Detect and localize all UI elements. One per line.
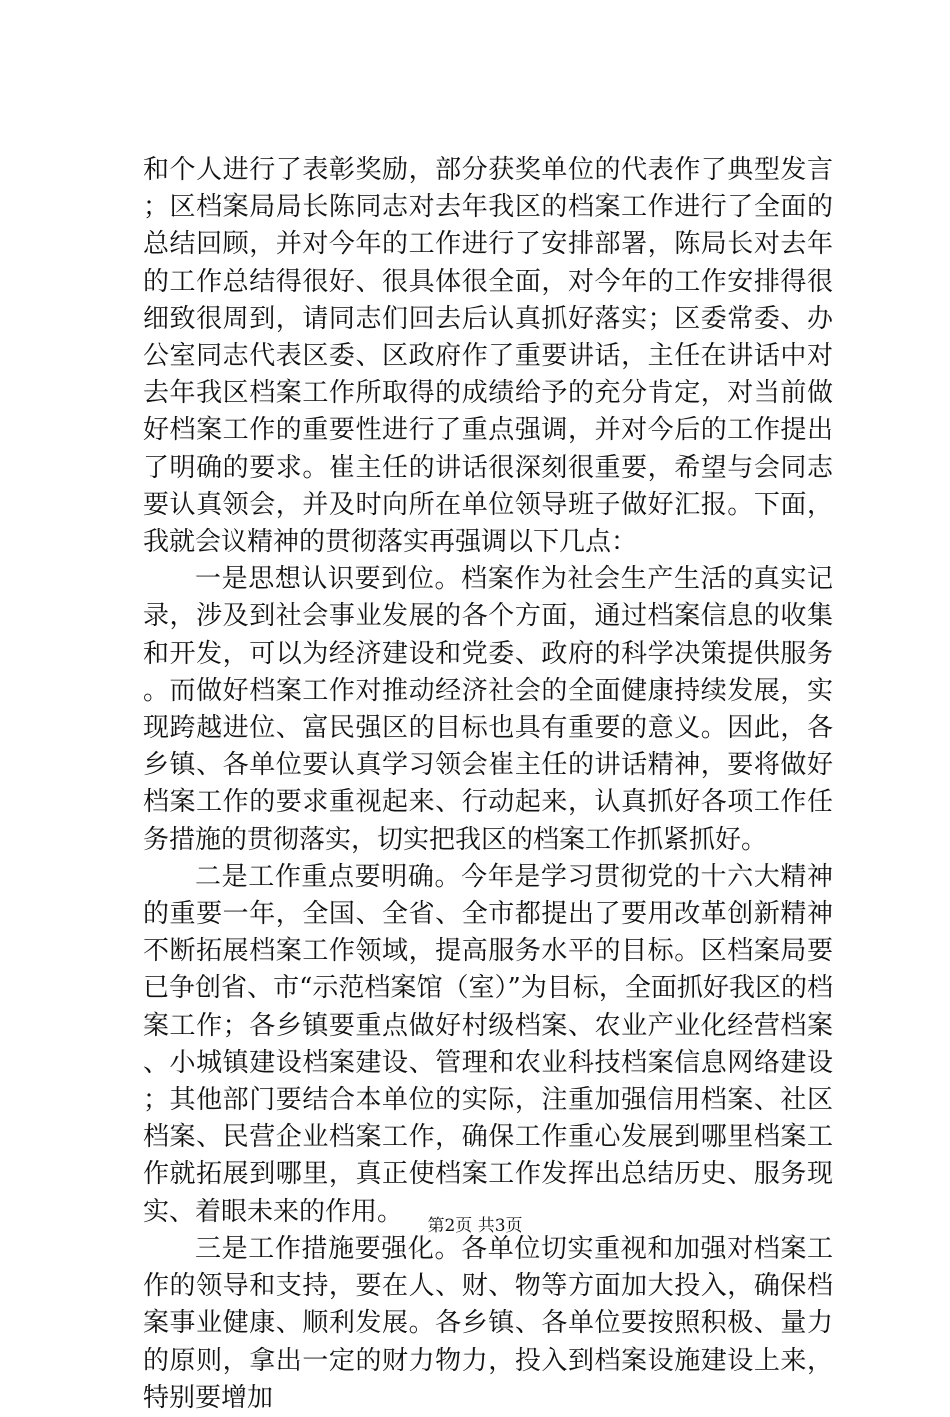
paragraph-point-one: 一是思想认识要到位。档案作为社会生产生活的真实记录，涉及到社会事业发展的各个方面，通过档案信息的收集和开发，可以为经济建设和党委、政府的科学决策提供服务。而做好档案工作对推动经济社会的全面健康持续发展，实现跨越进位、富民强区的目标也具有重要的意义。因此，各乡镇、各单位要认真学习领会崔主任的讲话精神，要将做好档案工作的要求重视起来、行动起来，认真抓好各项工作任务措施的贯彻落实，切实把我区的档案工作抓紧抓好。 [143,564,833,855]
paragraph-intro: 和个人进行了表彰奖励，部分获奖单位的代表作了典型发言；区档案局局长陈同志对去年我区的档案工作进行了全面的总结回顾，并对今年的工作进行了安排部署，陈局长对去年的工作总结得很好、很具体很全面，对今年的工作安排得很细致很周到，请同志们回去后认真抓好落实；区委常委、办公室同志代表区委、区政府作了重要讲话，主任在讲话中对去年我区档案工作所取得的成绩给予的充分肯定，对当前做好档案工作的重要性进行了重点强调，并对今后的工作提出了明确的要求。崔主任的讲话很深刻很重要，希望与会同志要认真领会，并及时向所在单位领导班子做好汇报。下面，我就会议精神的贯彻落实再强调以下几点： [143,155,833,558]
page-number-footer: 第2页 共3页 [427,1216,523,1236]
paragraph-point-two: 二是工作重点要明确。今年是学习贯彻党的十六大精神的重要一年，全国、全省、全市都提出了要用改革创新精神不断拓展档案工作领域，提高服务水平的目标。区档案局要已争创省、市“示范档案馆（室）”为目标，全面抓好我区的档案工作；各乡镇要重点做好村级档案、农业产业化经营档案、小城镇建设档案建设、管理和农业科技档案信息网络建设；其他部门要结合本单位的实际，注重加强信用档案、社区档案、民营企业档案工作，确保工作重心发展到哪里档案工作就拓展到哪里，真正使档案工作发挥出总结历史、服务现实、着眼未来的作用。 [143,861,833,1227]
paragraph-point-three: 三是工作措施要强化。各单位切实重视和加强对档案工作的领导和支持，要在人、财、物等方面加大投入，确保档案事业健康、顺利发展。各乡镇、各单位要按照积极、量力的原则，拿出一定的财力物力，投入到档案设施建设上来，特别要增加 [143,1233,833,1413]
